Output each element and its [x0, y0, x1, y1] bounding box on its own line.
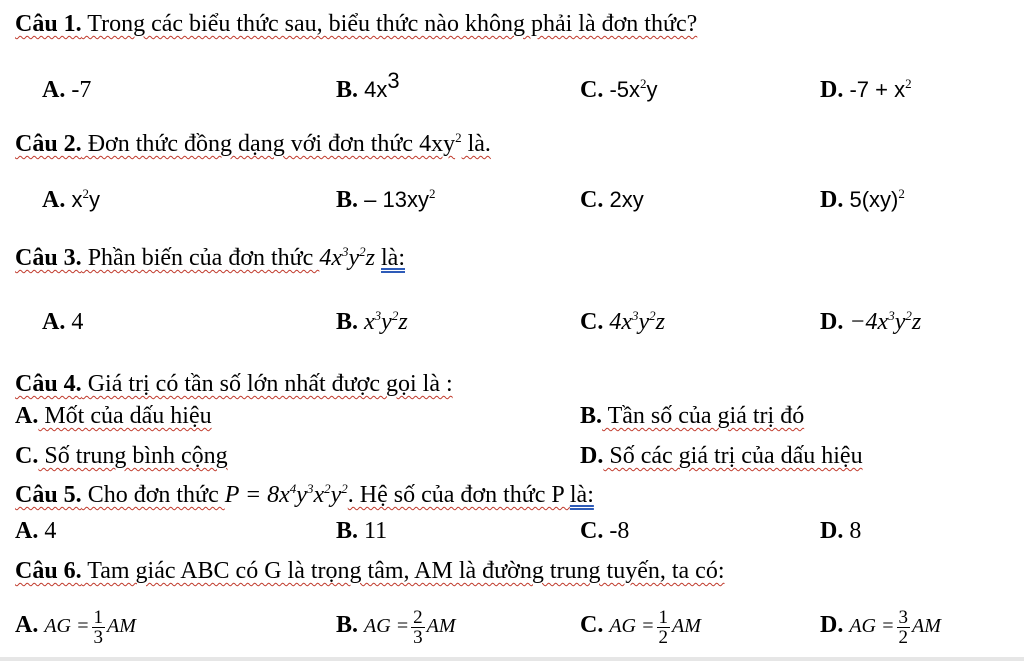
question-4: Câu 4. Giá trị có tần số lớn nhất được gọi là : [15, 371, 453, 397]
q4-option-c: C. Số trung bình cộng [15, 443, 228, 469]
question-5-label: Câu 5. [15, 482, 82, 508]
q6-option-c: C. AG = $\frac{1}{2}$ AM [580, 607, 701, 648]
q5-option-a: A. 4 [15, 518, 57, 544]
q3-option-b: B. $x^3y^2z$ [336, 308, 408, 335]
question-3: Câu 3. Phần biến của đơn thức $4x^3y^2z$ là: [15, 244, 405, 271]
q2-option-d: D. 5(xy)$^2$ [820, 186, 905, 213]
question-4-label: Câu 4. [15, 371, 82, 397]
question-1-text: Trong các biểu thức sau, biểu thức nào không phải là đơn thức? [81, 11, 698, 37]
question-5: Câu 5. Cho đơn thức $P = 8x^4y^3x^2y^2$. Hệ số của đơn thức P là: [15, 481, 594, 508]
q1-option-d: D. $-7 + x^2$ [820, 76, 912, 103]
bottom-divider [0, 657, 1024, 661]
q1-option-c: C. $-5x^2y$ [580, 76, 658, 103]
question-6: Câu 6. Tam giác ABC có G là trọng tâm, AM là đường trung tuyến, ta có: [15, 558, 725, 584]
q1-option-a: A. -7 [42, 77, 92, 103]
question-1-label: Câu 1. [15, 11, 82, 37]
q2-option-c: C. 2xy [580, 187, 644, 213]
question-2-label: Câu 2. [15, 131, 82, 157]
q4-option-d: D. Số các giá trị của dấu hiệu [580, 443, 863, 469]
q5-expression: $P = 8x^4y^3x^2y^2$ [224, 481, 348, 508]
q3-option-d: D. $-4x^3y^2z$ [820, 308, 922, 335]
q4-option-b: B. Tần số của giá trị đó [580, 403, 805, 429]
q5-option-b: B. 11 [336, 518, 388, 544]
q5-option-d: D. 8 [820, 518, 862, 544]
q1-option-b: B. $4x^3$ [336, 68, 400, 103]
q6-option-a: A. AG = $\frac{1}{3}$ AM [15, 607, 136, 648]
q2-option-b: B. – $13xy^2$ [336, 186, 436, 213]
question-6-label: Câu 6. [15, 558, 82, 584]
question-2: Câu 2. Đơn thức đồng dạng với đơn thức $4xy^2$ là. [15, 130, 491, 157]
q4-option-a: A. Mốt của dấu hiệu [15, 403, 212, 429]
question-1 [15, 10, 697, 38]
q3-option-c: C. $4x^3y^2z$ [580, 308, 665, 335]
question-3-label: Câu 3. [15, 245, 82, 271]
q3-option-a: A. 4 [42, 309, 84, 335]
q5-option-c: C. -8 [580, 518, 630, 544]
q3-expression: $4x^3y^2z$ [319, 244, 375, 271]
q2-option-a: A. $x^2y$ [42, 186, 100, 213]
q6-option-d: D. AG = $\frac{3}{2}$ AM [820, 607, 941, 648]
q6-option-b: B. AG = $\frac{2}{3}$ AM [336, 607, 456, 648]
